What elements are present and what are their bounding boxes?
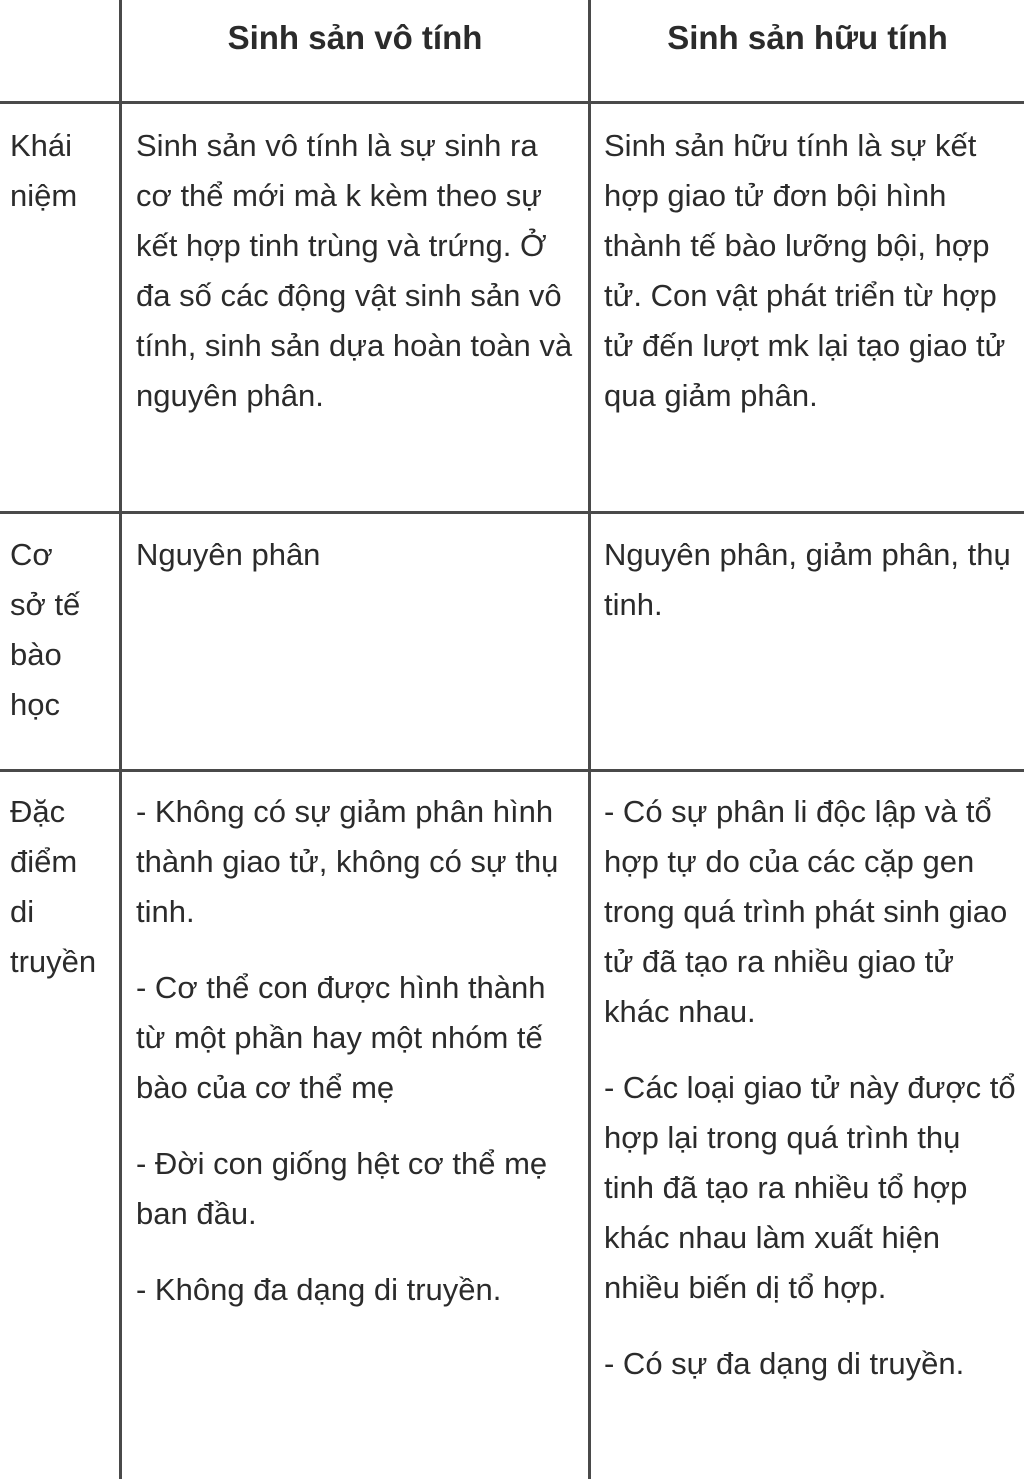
- cell-basis-sexual-text: Nguyên phân, giảm phân, thụ tinh.: [604, 537, 1011, 622]
- cell-basis-asexual-text: Nguyên phân: [136, 537, 321, 572]
- row-label-genetics: Đặc điểm di truyền: [10, 794, 97, 979]
- concept-asexual-text: Sinh sản vô tính là sự sinh ra cơ thể mới mà k kèm theo sự kết hợp tinh trùng và trứng. Ở đa số các động vật sinh sản vô tính, sinh sản dựa hoàn toàn và nguyên phân.: [136, 128, 573, 413]
- column-divider-2: [588, 0, 591, 1479]
- header-sexual: Sinh sản hữu tính: [667, 19, 948, 56]
- genetics-sexual-point-3: - Có sự đa dạng di truyền.: [604, 1346, 965, 1381]
- concept-sexual: [604, 121, 1014, 421]
- genetics-asexual-point-3: - Đời con giống hệt cơ thể mẹ ban đầu.: [136, 1146, 548, 1231]
- cell-basis-sexual: [604, 530, 1014, 630]
- row-label-concept: Khái niệm: [10, 128, 78, 213]
- row-divider-header: [0, 101, 1024, 104]
- row-divider-1: [0, 511, 1024, 514]
- genetics-asexual: [136, 787, 581, 1315]
- concept-asexual: [136, 121, 576, 421]
- header-asexual: Sinh sản vô tính: [227, 19, 483, 56]
- genetics-sexual: [604, 787, 1016, 1389]
- genetics-asexual-point-4: - Không đa dạng di truyền.: [136, 1272, 502, 1307]
- cell-basis-asexual: [136, 530, 576, 580]
- genetics-asexual-point-1: - Không có sự giảm phân hình thành giao tử, không có sự thụ tinh.: [136, 794, 559, 929]
- row-divider-2: [0, 769, 1024, 772]
- genetics-sexual-point-2: - Các loại giao tử này được tổ hợp lại trong quá trình thụ tinh đã tạo ra nhiều tổ hợp khác nhau làm xuất hiện nhiều biến dị tổ hợp.: [604, 1070, 1016, 1305]
- column-divider-1: [119, 0, 122, 1479]
- genetics-sexual-point-1: - Có sự phân li độc lập và tổ hợp tự do của các cặp gen trong quá trình phát sinh giao tử đã tạo ra nhiều giao tử khác nhau.: [604, 794, 1008, 1029]
- genetics-asexual-point-2: - Cơ thể con được hình thành từ một phần hay một nhóm tế bào của cơ thể mẹ: [136, 970, 546, 1105]
- row-label-cell-basis: Cơ sở tế bào học: [10, 537, 81, 722]
- concept-sexual-text: Sinh sản hữu tính là sự kết hợp giao tử đơn bội hình thành tế bào lưỡng bội, hợp tử. Con vật phát triển từ hợp tử đến lượt mk lại tạo giao tử qua giảm phân.: [604, 128, 1006, 413]
